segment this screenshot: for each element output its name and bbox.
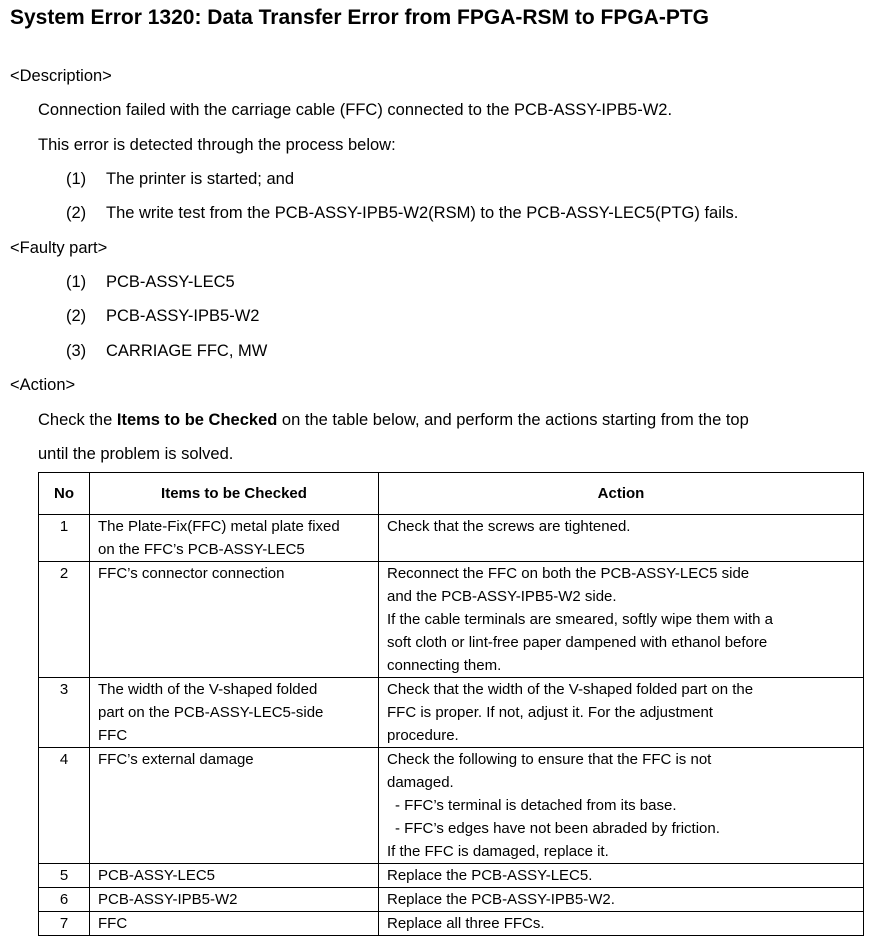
cell-line: The Plate-Fix(FFC) metal plate fixed: [98, 518, 340, 535]
row-action: [379, 678, 864, 748]
item-number: (3): [66, 342, 87, 360]
action-text-post: on the table below, and perform the actions starting from the top: [277, 411, 749, 429]
faulty-part-heading: <Faulty part>: [10, 239, 108, 257]
cell-line: - FFC’s edges have not been abraded by friction.: [395, 820, 720, 837]
row-number: 7: [39, 912, 90, 936]
cell-line: Check that the screws are tightened.: [387, 518, 631, 535]
cell-line: PCB-ASSY-IPB5-W2: [98, 891, 238, 908]
row-item: [90, 562, 379, 678]
cell-line: The width of the V-shaped folded: [98, 681, 318, 698]
faulty-part-item: [66, 342, 267, 361]
cell-line: Replace the PCB-ASSY-IPB5-W2.: [387, 891, 615, 908]
cell-line: If the cable terminals are smeared, softly wipe them with a: [387, 611, 774, 628]
process-step: [66, 204, 738, 223]
table-row: [39, 515, 864, 562]
header-action: Action: [379, 473, 864, 515]
row-number: 1: [39, 515, 90, 562]
process-step: [66, 170, 294, 189]
cell-line: Check the following to ensure that the FFC is not: [387, 751, 712, 768]
cell-line: PCB-ASSY-LEC5: [98, 867, 215, 884]
table-row: [39, 912, 864, 936]
action-heading: <Action>: [10, 376, 76, 394]
row-number: 6: [39, 888, 90, 912]
row-action: [379, 515, 864, 562]
table-row: [39, 888, 864, 912]
item-text: PCB-ASSY-LEC5: [106, 273, 235, 291]
action-text-bold: Items to be Checked: [116, 411, 278, 429]
action-text: until the problem is solved.: [38, 445, 234, 463]
cell-line: FFC is proper. If not, adjust it. For the adjustment: [387, 704, 713, 721]
row-number: 4: [39, 748, 90, 864]
action-text-pre: Check the: [38, 411, 117, 429]
row-action: [379, 562, 864, 678]
cell-line: FFC’s external damage: [98, 751, 254, 768]
cell-line: Replace all three FFCs.: [387, 915, 545, 932]
header-items: Items to be Checked: [90, 473, 379, 515]
description-text: Connection failed with the carriage cable (FFC) connected to the PCB-ASSY-IPB5-W2.: [38, 101, 673, 119]
cell-line: Check that the width of the V-shaped folded part on the: [387, 681, 754, 698]
row-number: 2: [39, 562, 90, 678]
row-action: [379, 748, 864, 864]
item-number: (2): [66, 307, 87, 325]
step-text: The printer is started; and: [106, 170, 295, 188]
cell-line: Replace the PCB-ASSY-LEC5.: [387, 867, 593, 884]
cell-line: - FFC’s terminal is detached from its base.: [395, 797, 677, 814]
action-text: [38, 411, 749, 430]
row-action: [379, 864, 864, 888]
cell-line: damaged.: [387, 774, 454, 791]
row-item: [90, 888, 379, 912]
cell-line: FFC: [98, 727, 128, 744]
cell-line: on the FFC’s PCB-ASSY-LEC5: [98, 541, 305, 558]
row-item: [90, 515, 379, 562]
cell-line: FFC’s connector connection: [98, 565, 285, 582]
item-text: CARRIAGE FFC, MW: [106, 342, 268, 360]
table-row: [39, 678, 864, 748]
item-text: PCB-ASSY-IPB5-W2: [106, 307, 260, 325]
row-action: [379, 888, 864, 912]
row-item: [90, 864, 379, 888]
row-item: [90, 912, 379, 936]
step-number: (1): [66, 170, 87, 188]
table-header-row: [39, 473, 864, 515]
faulty-part-item: [66, 307, 259, 326]
cell-line: and the PCB-ASSY-IPB5-W2 side.: [387, 588, 617, 605]
page-title: System Error 1320: Data Transfer Error from FPGA-RSM to FPGA-PTG: [10, 6, 709, 29]
step-text: The write test from the PCB-ASSY-IPB5-W2(RSM) to the PCB-ASSY-LEC5(PTG) fails.: [106, 204, 739, 222]
cell-line: FFC: [98, 915, 128, 932]
table-row: [39, 864, 864, 888]
cell-line: part on the PCB-ASSY-LEC5-side: [98, 704, 324, 721]
table-row: [39, 748, 864, 864]
cell-line: soft cloth or lint-free paper dampened with ethanol before: [387, 634, 768, 651]
faulty-part-item: [66, 273, 235, 292]
cell-line: procedure.: [387, 727, 459, 744]
description-heading: <Description>: [10, 67, 112, 85]
cell-line: Reconnect the FFC on both the PCB-ASSY-LEC5 side: [387, 565, 750, 582]
description-text: This error is detected through the process below:: [38, 136, 396, 154]
check-table: [38, 472, 864, 936]
table-row: [39, 562, 864, 678]
row-item: [90, 748, 379, 864]
item-number: (1): [66, 273, 87, 291]
cell-line: If the FFC is damaged, replace it.: [387, 843, 609, 860]
row-item: [90, 678, 379, 748]
step-number: (2): [66, 204, 87, 222]
row-action: [379, 912, 864, 936]
cell-line: connecting them.: [387, 657, 502, 674]
row-number: 5: [39, 864, 90, 888]
header-no: No: [39, 473, 90, 515]
row-number: 3: [39, 678, 90, 748]
